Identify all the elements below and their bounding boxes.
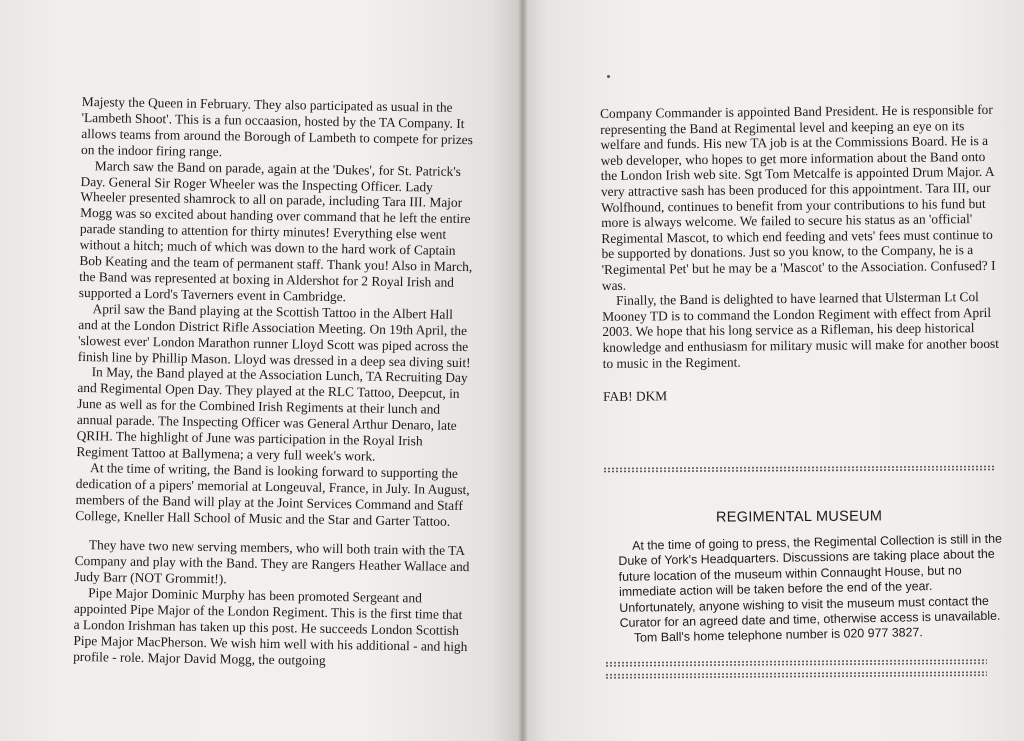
paragraph: They have two new serving members, who will both train with the TA Company and play with the Band. They are Rangers Heather Wallace and Judy Barr (NOT Grommit!).	[74, 537, 470, 587]
paragraph: At the time of writing, the Band is looking forward to supporting the dedication of a pipers' memorial at Longeuval, France, in July. In August, members of the Band will play at the Joint Services Command and Staff College, Kneller Hall School of Music and the Star and Garter Tattoo.	[75, 460, 470, 529]
paragraph: Company Commander is appointed Band President. He is responsible for representing the Band at Regimental level and keeping an eye on its welfare and funds. His new TA job is at the Commissions Board. He is a web developer, who hopes to get more information about the Band onto the London Irish web site. Sgt Tom Metcalfe is appointed Drum Major. A very attractive sash has been produced for this appointment. Tara III, our Wolfhound, continues to benefit from your contributions to his fund but more is always welcome. We failed to secure his status as an 'official' Regimental Mascot, to which end feeding and vets' fees must continue to be supported by donations. Just so you know, to the Company, he is a 'Regimental Pet' but he may be a 'Mascot' to the Association. Confused? I was.	[600, 101, 996, 293]
paragraph: Finally, the Band is delighted to have learned that Ulsterman Lt Col Mooney TD is to command the London Regiment with effect from April 2003. We hope that his long service as a Rifleman, his deep historical knowledge and enthusiasm for military music will make for another boost to music in the Regiment.	[602, 289, 1000, 371]
page-speck	[607, 75, 610, 78]
paragraph: Majesty the Queen in February. They also participated as usual in the 'Lambeth Shoot'. This is a fun occaasion, hosted by the TA Company. It allows teams from around the Borough of Lambeth to compete for prizes on the indoor firing range.	[81, 94, 474, 159]
left-page-text	[73, 94, 477, 671]
book-gutter	[518, 0, 528, 741]
right-page-text	[600, 102, 1003, 405]
paragraph: At the time of going to press, the Regimental Collection is still in the Duke of York's Headquarters. Discussions are taking place about the future location of the museum within Connaught House, but no immediate action will be taken before the end of the year. Unfortunately, anyone wishing to visit the museum must contact the Curator for an agreed date and time, otherwise access is unavailable.	[618, 531, 1003, 631]
paragraph: March saw the Band on parade, again at the 'Dukes', for St. Patrick's Day. General Sir Roger Wheeler was the Inspecting Officer. Lady Wheeler presented shamrock to all on parade, including Tara III. Major Mogg was so excited about handing over command that he left the entire parade standing to attention for thirty minutes! Everything else went without a hitch; much of which was down to the hard work of Captain Bob Keating and the team of permanent staff. Thank you! Also in March, the Band was represented at boxing in Aldershot for 2 Royal Irish and supported a Lord's Taverners event in Cambridge.	[78, 157, 473, 305]
paragraph: April saw the Band playing at the Scottish Tattoo in the Albert Hall and at the London District Rifle Association Meeting. On 19th April, the 'slowest ever' London Marathon runner Lloyd Scott was piped across the finish line by Phillip Mason. Lloyd was dressed in a deep sea diving suit!	[77, 300, 471, 370]
paragraph: Tom Ball's home telephone number is 020 977 3827.	[633, 625, 923, 646]
paragraph: In May, the Band played at the Association Lunch, TA Recruiting Day and Regimental Open Day. They played at the RLC Tattoo, Deepcut, in June as well as for the Combined Irish Regiments at their lunch and annual parade. The Inspecting Officer was General Arthur Denaro, late QRIH. The highlight of June was participation in the Royal Irish Regiment Tattoo at Ballymena; a very full week's work.	[76, 364, 468, 464]
museum-heading: REGIMENTAL MUSEUM	[715, 508, 883, 526]
signature: FAB! DKM	[602, 388, 668, 405]
museum-text	[618, 532, 1005, 647]
paragraph: Pipe Major Dominic Murphy has been promoted Sergeant and appointed Pipe Major of the London Regiment. This is the first time that a London Irishman has taken up this post. He succeeds London Scottish Pipe Major MacPherson. We wish him well with his additional - and high profile - role. Major David Mogg, the outgoing	[73, 585, 468, 668]
